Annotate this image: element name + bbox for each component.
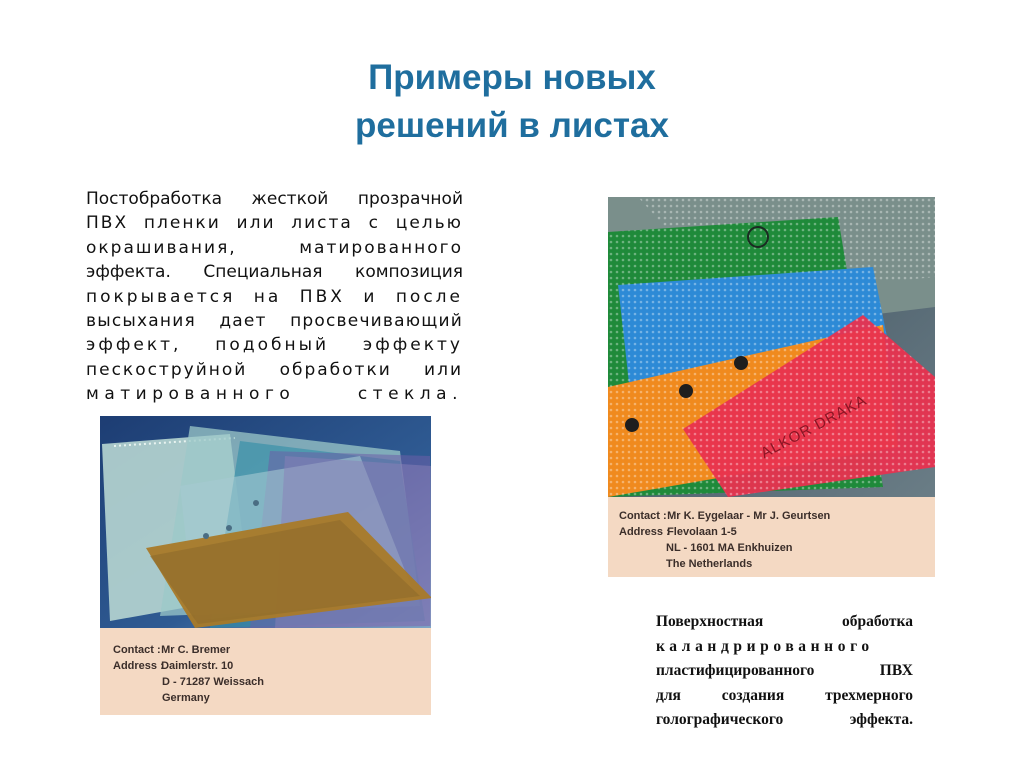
slide-title-line-2: решений в листах (355, 106, 669, 145)
contact-name: Mr C. Bremer (161, 644, 231, 656)
left-description-line: матированного стекла. (86, 384, 463, 405)
colored-sheets-photo (100, 416, 431, 715)
holographic-folders-photo (608, 197, 935, 577)
left-photo-contact-block (113, 642, 264, 706)
address-label: Address : (619, 526, 670, 538)
left-description-line: эффекта. Специальная композиция (86, 262, 463, 283)
contact-label: Contact : (619, 510, 667, 522)
address-line: NL - 1601 MA Enkhuizen (666, 542, 793, 554)
address-line: D - 71287 Weissach (162, 676, 264, 688)
address-label: Address : (113, 660, 164, 672)
left-description (86, 187, 463, 407)
right-description-line: голографического эффекта. (656, 711, 913, 728)
slide-title (212, 54, 812, 150)
right-description-line: Поверхностная обработка (656, 613, 913, 630)
left-description-line: эффект, подобный эффекту (86, 335, 463, 356)
contact-label: Contact : (113, 644, 161, 656)
slide-title-line-1: Примеры новых (368, 58, 656, 97)
right-description-line: для создания трехмерного (656, 686, 913, 704)
address-line: The Netherlands (666, 558, 753, 570)
right-description-line: каландрированного (656, 637, 874, 655)
address-line: Germany (162, 692, 210, 704)
left-description-line: пескоструйной обработки или (86, 359, 463, 380)
left-description-line: Постобработка жесткой прозрачной (86, 189, 463, 209)
left-description-line: покрывается на ПВХ и после (86, 286, 463, 307)
address-line: Flevolaan 1-5 (667, 526, 737, 538)
left-description-line: высыхания дает просвечивающий (86, 311, 463, 332)
address-line: Daimlerstr. 10 (161, 660, 234, 672)
left-description-line: окрашивания, матированного (86, 237, 463, 258)
left-description-line: ПВХ пленки или листа с целью (86, 213, 463, 234)
contact-name: Mr K. Eygelaar - Mr J. Geurtsen (667, 510, 831, 522)
right-photo-contact-block (619, 508, 830, 572)
brand-text: ALKOR DRAKA (758, 391, 870, 463)
right-description-line: пластифицированного ПВХ (656, 662, 913, 679)
right-description (656, 610, 913, 733)
